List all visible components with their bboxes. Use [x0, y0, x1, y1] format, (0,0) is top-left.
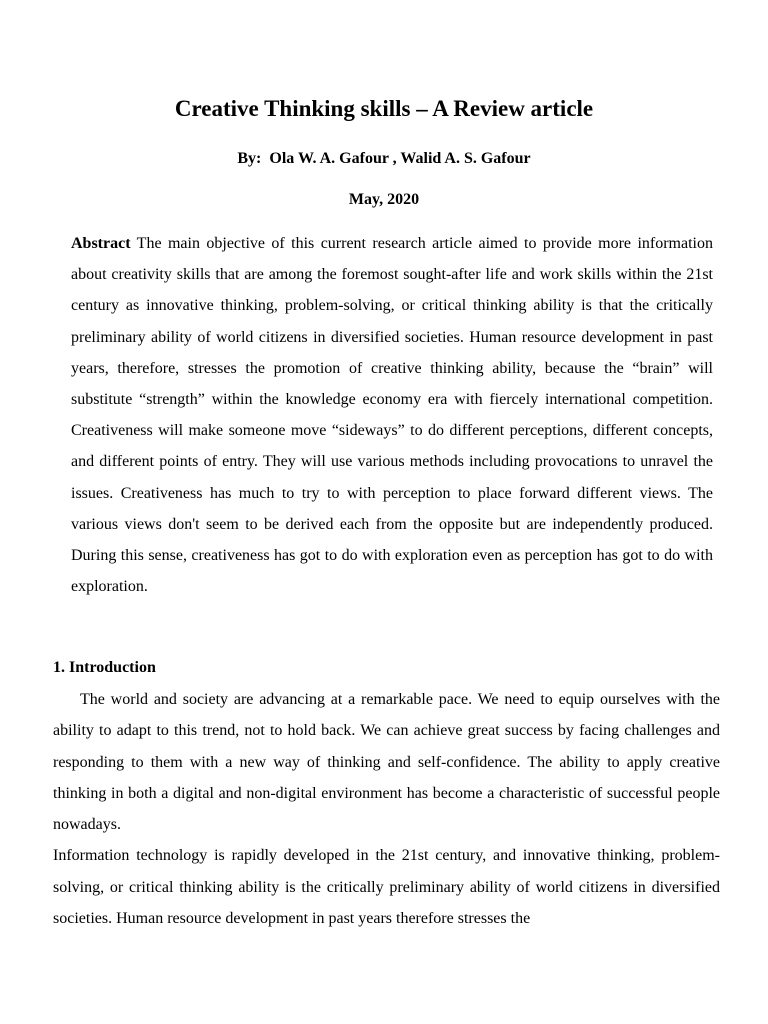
paper-title: Creative Thinking skills – A Review article [174, 96, 594, 121]
publication-date: May, 2020 [348, 191, 420, 208]
introduction-body [53, 684, 720, 934]
section-heading-introduction: 1. Introduction [53, 659, 156, 676]
abstract-label: Abstract [71, 235, 131, 252]
introduction-paragraph-2: Information technology is rapidly developed in the 21st century, and innovative thinking, problem-solving, or critical thinking ability is the critically preliminary ability of world citizens in diversified societies. Human resource development in past years therefore stresses the [53, 847, 720, 928]
abstract-paragraph [71, 228, 713, 602]
introduction-paragraph-1: The world and society are advancing at a remarkable pace. We need to equip ourselves with the ability to adapt to this trend, not to hold back. We can achieve great success by facing challenges and responding to them with a new way of thinking and self-confidence. The ability to apply creative thinking in both a digital and non-digital environment has become a characteristic of successful people nowadays. [53, 691, 720, 834]
abstract-text: The main objective of this current research article aimed to provide more information about creativity skills that are among the foremost sought-after life and work skills within the 21st century as innovative thinking, problem-solving, or critical thinking ability is that the critically preliminary ability of world citizens in diversified societies. Human resource development in past years, therefore, stresses the promotion of creative thinking ability, because the “brain” will substitute “strength” within the knowledge economy era with fiercely international competition. Creativeness will make someone move “sideways” to do different perceptions, different concepts, and different points of entry. They will use various methods including provocations to unravel the issues. Creativeness has much to try to with perception to place forward different views. The various views don't seem to be derived each from the opposite but are independently produced. During this sense, creativeness has got to do with exploration even as perception has got to do with exploration. [71, 235, 713, 596]
author-line: By: Ola W. A. Gafour , Walid A. S. Gafour [237, 150, 531, 167]
